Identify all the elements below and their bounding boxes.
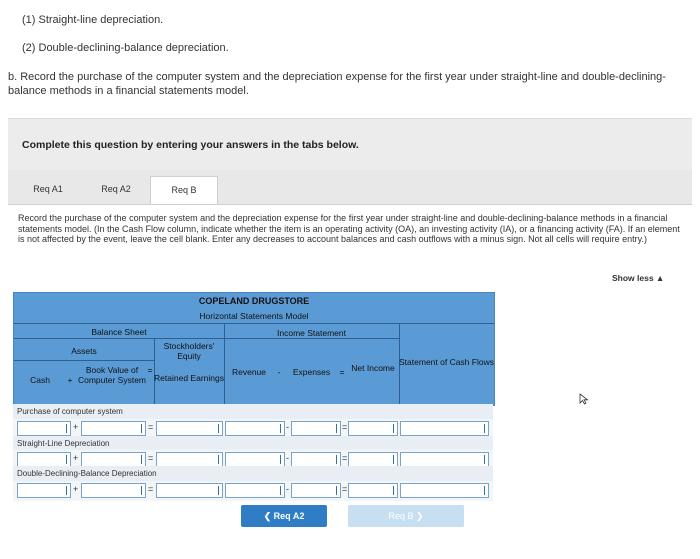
prev-req-a2-button[interactable]: ❮ Req A2 [241, 505, 327, 527]
stockholders-equity-header: Stockholders' Equity [163, 341, 215, 361]
revenue-input[interactable] [225, 452, 285, 467]
equals-operator-2: = [339, 367, 345, 377]
table-row: + = - = [13, 450, 493, 470]
table-row: + = - = [13, 419, 493, 439]
minus-operator: - [277, 367, 281, 377]
tab-req-b[interactable]: Req B [150, 176, 218, 204]
book-value-input[interactable] [81, 421, 146, 436]
next-req-b-button[interactable]: Req B ❯ [348, 505, 464, 527]
revenue-input[interactable] [225, 421, 285, 436]
mouse-cursor-icon [579, 393, 589, 405]
banner-text: Complete this question by entering your answers in the tabs below. [22, 139, 359, 151]
table-row: + = - = [13, 481, 493, 501]
model-subtitle: Horizontal Statements Model [199, 311, 309, 321]
cash-flows-header: Statement of Cash Flows [399, 357, 494, 367]
cash-input[interactable] [17, 483, 71, 498]
question-item-1: (1) Straight-line depreciation. [22, 14, 164, 26]
section-purchase: Purchase of computer system [13, 404, 493, 419]
income-statement-header: Income Statement [277, 328, 346, 338]
instruction-banner [8, 118, 692, 172]
net-income-input[interactable] [348, 483, 398, 498]
revenue-input[interactable] [225, 483, 285, 498]
net-income-header: Net Income [351, 363, 395, 373]
equals-operator: = [147, 365, 153, 375]
revenue-header: Revenue [231, 367, 267, 377]
expenses-header: Expenses [292, 367, 331, 377]
instructions-text: Record the purchase of the computer system and the depreciation expense for the first year under straight-line and double-declining-balance methods in a financial statements model. (In the Cash Flow column, indicate whether the item is an operating activity (OA), an investing activity (IA), or a financing activity (FA). If an element is not affected by the event, leave the cell blank. Enter any decreases to account balances and cash outflows with a minus sign. Not all cells will require entry.) [18, 213, 680, 244]
book-value-header: Book Value of Computer System [77, 365, 147, 385]
question-part-b: b. Record the purchase of the computer system and the depreciation expense for the first year under straight-line and double-declining-balance methods in a financial statements model. [8, 71, 666, 97]
tab-req-a2[interactable]: Req A2 [101, 184, 131, 194]
expenses-input[interactable] [291, 421, 341, 436]
show-less-link[interactable]: Show less ▲ [612, 273, 665, 283]
net-income-input[interactable] [348, 421, 398, 436]
net-income-input[interactable] [348, 452, 398, 467]
balance-sheet-header: Balance Sheet [91, 327, 147, 337]
retained-earnings-input[interactable] [156, 421, 223, 436]
statements-model-header [13, 292, 495, 406]
book-value-input[interactable] [81, 452, 146, 467]
cash-flow-input[interactable] [400, 483, 489, 498]
retained-earnings-input[interactable] [156, 452, 223, 467]
retained-earnings-header: Retained Earnings [154, 373, 224, 383]
section-straight-line: Straight-Line Depreciation [13, 436, 493, 451]
tab-req-a1[interactable]: Req A1 [33, 184, 63, 194]
question-item-2: (2) Double-declining-balance depreciation. [22, 42, 229, 54]
assets-header: Assets [71, 346, 97, 356]
cash-input[interactable] [17, 452, 71, 467]
cash-flow-input[interactable] [400, 452, 489, 467]
tab-strip [8, 170, 692, 205]
retained-earnings-input[interactable] [156, 483, 223, 498]
section-double-declining: Double-Declining-Balance Depreciation [13, 466, 493, 481]
book-value-input[interactable] [81, 483, 146, 498]
cash-input[interactable] [17, 421, 71, 436]
plus-operator: + [67, 375, 73, 385]
expenses-input[interactable] [291, 452, 341, 467]
company-title: COPELAND DRUGSTORE [198, 296, 310, 306]
cash-flow-input[interactable] [400, 421, 489, 436]
cash-header: Cash [30, 375, 50, 385]
expenses-input[interactable] [291, 483, 341, 498]
